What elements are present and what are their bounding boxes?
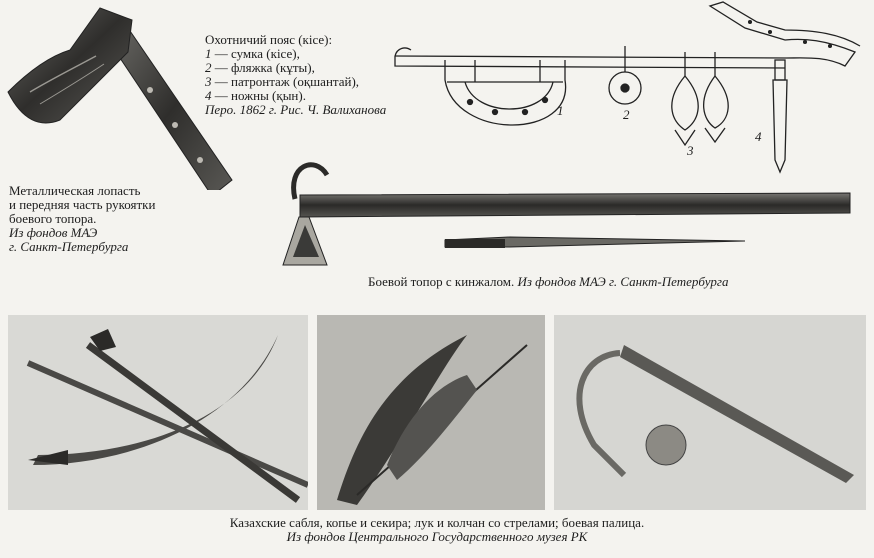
battle-axe-caption-text: Боевой топор с кинжалом.	[368, 274, 515, 289]
belt-caption-item: 1 — сумка (кісе),	[205, 46, 300, 61]
belt-label-1: 1	[557, 103, 564, 118]
bottom-caption-line2: Из фондов Центрального Государственного музея РК	[286, 529, 588, 544]
axe-caption-source: Из фондов МАЭ	[9, 225, 98, 240]
bottom-caption	[0, 516, 874, 544]
battle-axe-caption	[368, 275, 728, 289]
axe-caption-source: г. Санкт-Петербурга	[9, 239, 129, 254]
battle-axe-image	[275, 155, 855, 270]
axe-head-image	[0, 0, 240, 190]
axe-caption	[9, 184, 239, 254]
belt-caption-title: Охотничий пояс (кісе):	[205, 32, 333, 47]
bottom-caption-line1: Казахские сабля, копье и секира; лук и колчан со стрелами; боевая палица.	[229, 515, 645, 530]
belt-caption	[205, 33, 415, 117]
belt-caption-item: 2 — фляжка (кұты),	[205, 60, 315, 75]
belt-caption-credit: Перо. 1862 г. Рис. Ч. Валиханова	[205, 102, 387, 117]
axe-caption-line: и передняя часть рукоятки	[9, 197, 156, 212]
belt-label-2: 2	[623, 107, 630, 122]
photo-bow-quiver	[317, 315, 545, 510]
belt-label-4: 4	[755, 129, 762, 144]
photo-war-club	[554, 315, 866, 510]
axe-caption-line: боевого топора.	[9, 211, 97, 226]
photo-saber-spear-axe	[8, 315, 308, 510]
hunting-belt-drawing	[385, 0, 865, 175]
belt-label-3: 3	[687, 143, 694, 158]
belt-caption-item: 3 — патронтаж (оқшантай),	[205, 74, 360, 89]
belt-caption-item: 4 — ножны (қын).	[205, 88, 306, 103]
battle-axe-caption-source: Из фондов МАЭ г. Санкт-Петербурга	[517, 274, 729, 289]
axe-caption-line: Металлическая лопасть	[9, 183, 141, 198]
